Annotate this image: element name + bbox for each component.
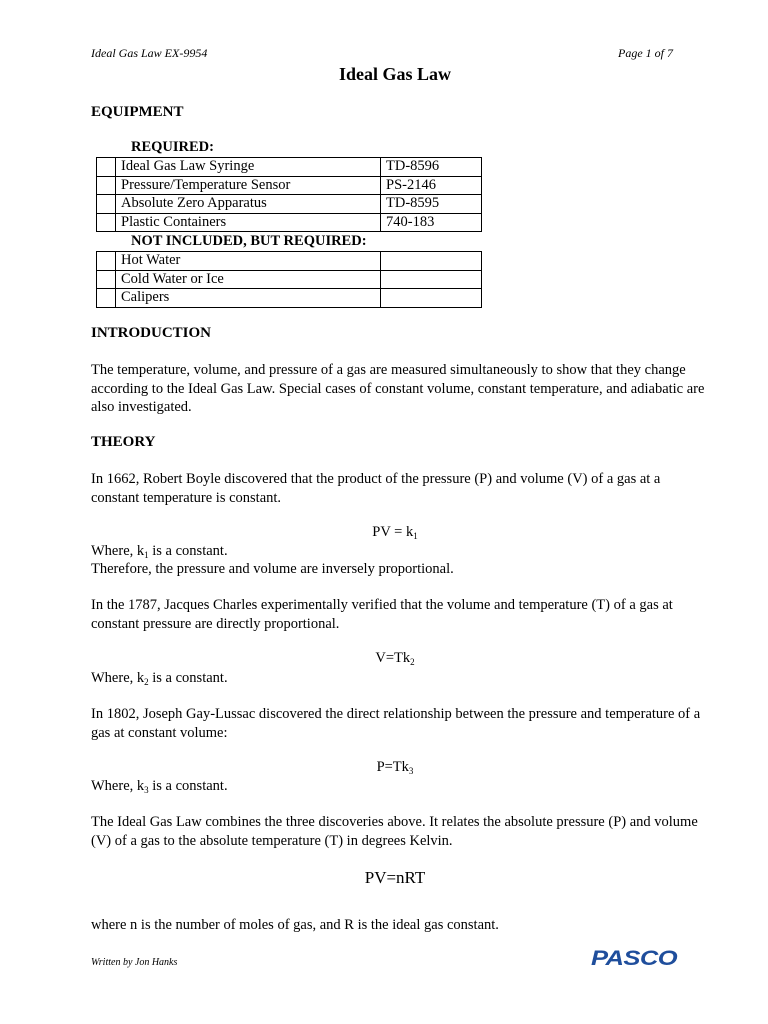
checkbox-cell[interactable] [97, 270, 116, 289]
equipment-item: Hot Water [116, 252, 381, 271]
equipment-item: Cold Water or Ice [116, 270, 381, 289]
logo-text: PASCO [591, 948, 678, 968]
equipment-code [381, 252, 482, 271]
required-label: REQUIRED: [131, 139, 214, 155]
where-text: is a constant. [148, 670, 228, 686]
equipment-code: 740-183 [381, 213, 482, 232]
where-k2-line [91, 669, 706, 689]
author-credit: Written by Jon Hanks [91, 957, 178, 968]
equation-subscript: 1 [413, 531, 418, 541]
where-text: is a constant. [148, 778, 228, 794]
checkbox-cell[interactable] [97, 195, 116, 214]
checkbox-cell[interactable] [97, 158, 116, 177]
equation-subscript: 2 [410, 657, 415, 667]
charles-paragraph: In the 1787, Jacques Charles experimentally verified that the volume and temperature (T) of a gas at constant pressure are directly proportional. [91, 597, 673, 632]
therefore-line: Therefore, the pressure and volume are inversely proportional. [91, 561, 454, 577]
equation-text: PV = k [372, 524, 414, 540]
pasco-logo [589, 948, 679, 968]
checkbox-cell[interactable] [97, 289, 116, 308]
introduction-heading: INTRODUCTION [91, 325, 212, 341]
document-reference: Ideal Gas Law EX-9954 [91, 46, 208, 60]
not-included-label: NOT INCLUDED, BUT REQUIRED: [131, 233, 367, 249]
constant-subscript: 1 [144, 550, 149, 560]
equation-text: P=Tk [376, 759, 409, 775]
where-text: Where, k [91, 543, 145, 559]
boyle-equation [0, 524, 768, 541]
constant-subscript: 3 [144, 785, 149, 795]
equipment-code: TD-8596 [381, 158, 482, 177]
ideal-gas-equation: PV=nRT [364, 868, 426, 887]
checkbox-cell[interactable] [97, 213, 116, 232]
moles-definition: where n is the number of moles of gas, and R is the ideal gas constant. [91, 917, 499, 933]
equipment-code [381, 270, 482, 289]
where-text: is a constant. [148, 543, 228, 559]
equation-subscript: 3 [408, 766, 414, 776]
table-row [97, 252, 482, 271]
table-row [97, 213, 482, 232]
equipment-item: Plastic Containers [116, 213, 381, 232]
equipment-item: Ideal Gas Law Syringe [116, 158, 381, 177]
gay-lussac-equation [0, 759, 768, 776]
required-equipment-table [96, 157, 482, 232]
equipment-item: Pressure/Temperature Sensor [116, 176, 381, 195]
table-row [97, 158, 482, 177]
where-text: Where, k [91, 670, 145, 686]
table-row [97, 195, 482, 214]
equipment-heading: EQUIPMENT [91, 104, 184, 120]
table-row [97, 289, 482, 308]
gay-lussac-paragraph: In 1802, Joseph Gay-Lussac discovered the direct relationship between the pressure and temperature of a gas at constant volume: [91, 706, 701, 741]
equipment-code [381, 289, 482, 308]
theory-heading: THEORY [91, 434, 156, 450]
ideal-gas-paragraph: The Ideal Gas Law combines the three discoveries above. It relates the absolute pressure (P) and volume (V) of a gas to the absolute temperature (T) in degrees Kelvin. [91, 814, 698, 849]
checkbox-cell[interactable] [97, 176, 116, 195]
not-included-equipment-table [96, 251, 482, 308]
equipment-code: TD-8595 [381, 195, 482, 214]
boyle-paragraph: In 1662, Robert Boyle discovered that the product of the pressure (P) and volume (V) of a gas at a constant temperature is constant. [91, 471, 661, 506]
table-row [97, 270, 482, 289]
introduction-text: The temperature, volume, and pressure of a gas are measured simultaneously to show that they change according to the Ideal Gas Law. Special cases of constant volume, constant temperature, and adiabatic are also investigated. [91, 362, 705, 415]
checkbox-cell[interactable] [97, 252, 116, 271]
page-number: Page 1 of 7 [618, 46, 673, 60]
charles-equation [0, 650, 768, 667]
document-title: Ideal Gas Law [338, 64, 452, 84]
constant-subscript: 2 [144, 677, 149, 687]
where-text: Where, k [91, 778, 145, 794]
equipment-item: Absolute Zero Apparatus [116, 195, 381, 214]
equation-text: V=Tk [375, 650, 411, 666]
equipment-code: PS-2146 [381, 176, 482, 195]
where-k3-line [91, 777, 706, 797]
equipment-item: Calipers [116, 289, 381, 308]
table-row [97, 176, 482, 195]
where-k1-line [91, 542, 706, 562]
